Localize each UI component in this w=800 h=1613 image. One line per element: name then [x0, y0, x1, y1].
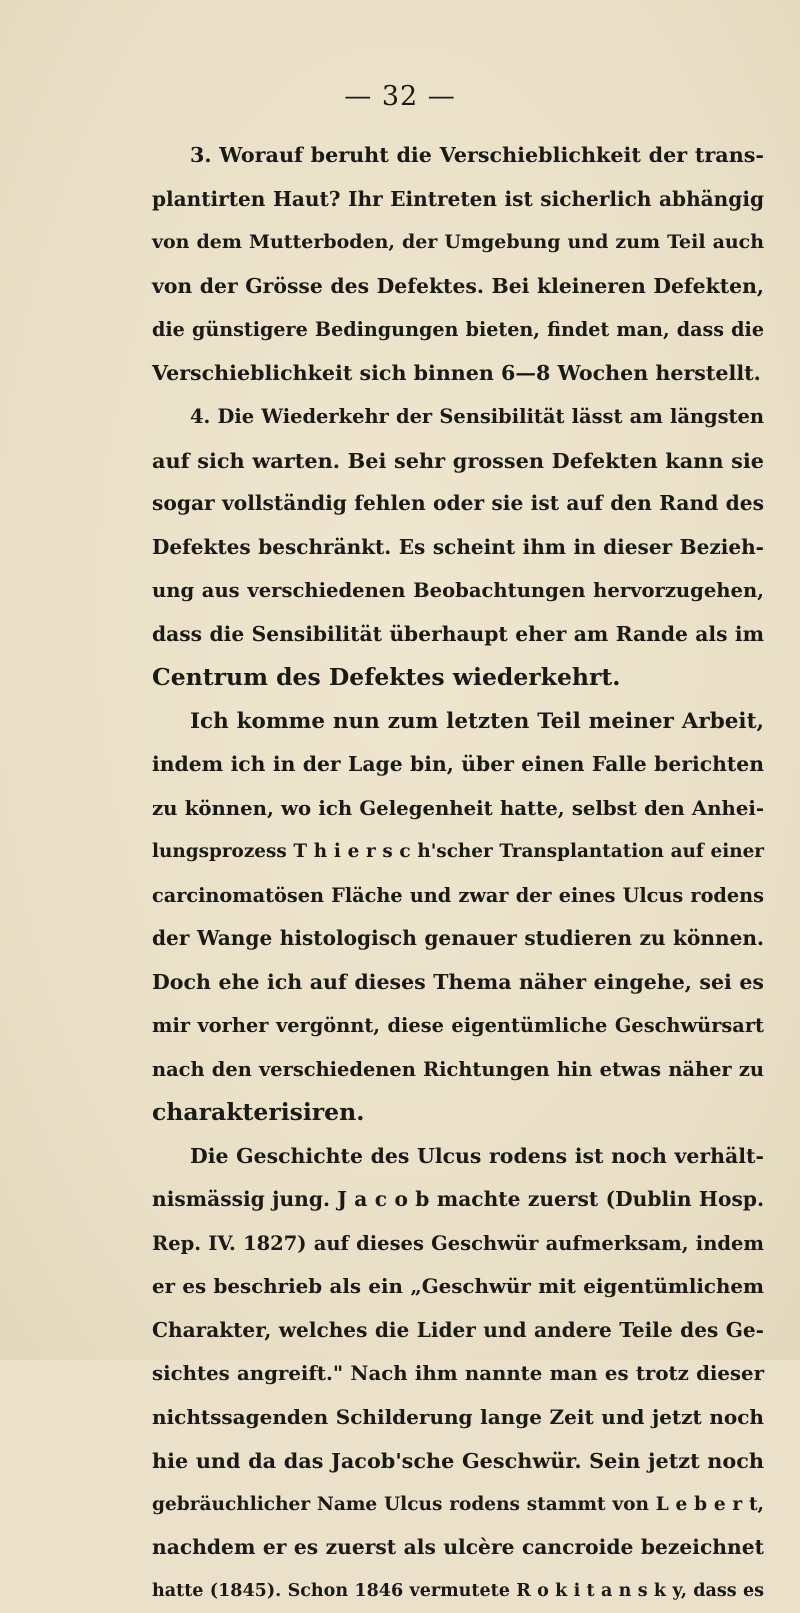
text-line: Ich komme nun zum letzten Teil meiner Arbeit, — [152, 700, 764, 744]
text-line: ung aus verschiedenen Beobachtungen hervorzugehen, — [152, 569, 764, 613]
text-line: 3. Worauf beruht die Verschieblichkeit der trans- — [152, 134, 764, 178]
text-line: Die Geschichte des Ulcus rodens ist noch verhält- — [152, 1135, 764, 1179]
text-line: mir vorher vergönnt, diese eigentümliche Geschwürsart — [152, 1004, 764, 1048]
text-line: Rep. IV. 1827) auf dieses Geschwür aufmerksam, indem — [152, 1222, 764, 1266]
text-line: Charakter, welches die Lider und andere Teile des Ge- — [152, 1309, 764, 1353]
body-text — [152, 134, 764, 1613]
text-line: Centrum des Defektes wiederkehrt. — [152, 656, 764, 700]
text-line: plantirten Haut? Ihr Eintreten ist sicherlich abhängig — [152, 178, 764, 222]
text-line: hie und da das Jacob'sche Geschwür. Sein jetzt noch — [152, 1439, 764, 1483]
text-line: gebräuchlicher Name Ulcus rodens stammt von L e b e r t, — [152, 1483, 764, 1527]
text-line: hatte (1845). Schon 1846 vermutete R o k i t a n s k y, dass es — [152, 1570, 764, 1613]
text-line: sogar vollständig fehlen oder sie ist auf den Rand des — [152, 482, 764, 526]
text-line: indem ich in der Lage bin, über einen Falle berichten — [152, 743, 764, 787]
text-line: sichtes angreift." Nach ihm nannte man es trotz dieser — [152, 1352, 764, 1396]
text-line: die günstigere Bedingungen bieten, findet man, dass die — [152, 308, 764, 352]
text-line: von dem Mutterboden, der Umgebung und zum Teil auch — [152, 221, 764, 265]
text-line: carcinomatösen Fläche und zwar der eines Ulcus rodens — [152, 874, 764, 918]
text-line: nachdem er es zuerst als ulcère cancroide bezeichnet — [152, 1526, 764, 1570]
text-line: Doch ehe ich auf dieses Thema näher eingehe, sei es — [152, 961, 764, 1005]
text-line: auf sich warten. Bei sehr grossen Defekten kann sie — [152, 439, 764, 483]
text-line: von der Grösse des Defektes. Bei kleineren Defekten, — [152, 265, 764, 309]
text-line: Defektes beschränkt. Es scheint ihm in dieser Bezieh- — [152, 526, 764, 570]
text-line: lungsprozess T h i e r s c h'scher Transplantation auf einer — [152, 830, 764, 874]
text-line: dass die Sensibilität überhaupt eher am Rande als im — [152, 613, 764, 657]
text-line: zu können, wo ich Gelegenheit hatte, selbst den Anhei- — [152, 787, 764, 831]
text-line: nach den verschiedenen Richtungen hin etwas näher zu — [152, 1048, 764, 1092]
text-line: er es beschrieb als ein „Geschwür mit eigentümlichem — [152, 1265, 764, 1309]
text-line: nismässig jung. J a c o b machte zuerst (Dublin Hosp. — [152, 1178, 764, 1222]
text-line: Verschieblichkeit sich binnen 6—8 Wochen herstellt. — [152, 352, 764, 396]
text-line: 4. Die Wiederkehr der Sensibilität lässt am längsten — [152, 395, 764, 439]
text-line: der Wange histologisch genauer studieren zu können. — [152, 917, 764, 961]
page-number: — 32 — — [0, 82, 800, 112]
text-line: charakterisiren. — [152, 1091, 764, 1135]
text-line: nichtssagenden Schilderung lange Zeit und jetzt noch — [152, 1396, 764, 1440]
